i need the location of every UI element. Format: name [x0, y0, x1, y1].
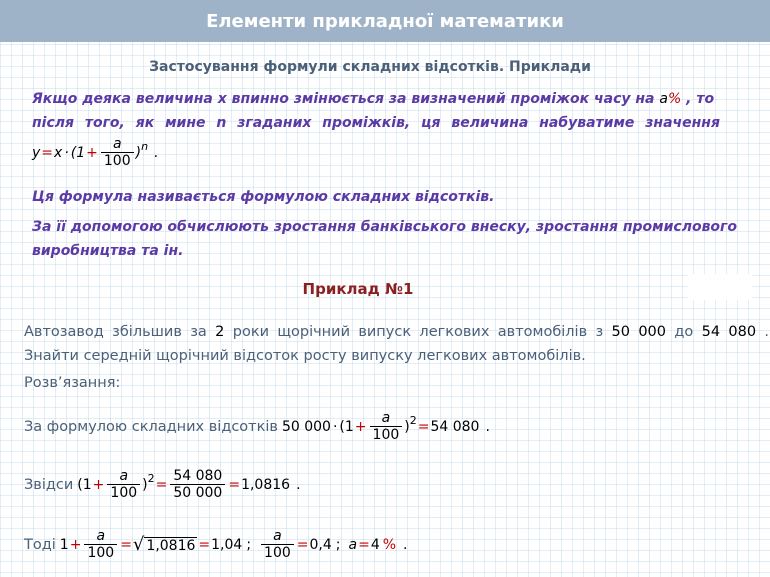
intro-line-2: після того, як мине n згаданих проміжків, ця величина набуватиме значення [32, 115, 720, 131]
task-text: Автозавод збільшив за 2 роки щорічний випуск легкових автомобілів з 50 000 до 54 080 . Знайти середній щорічний відсоток росту випуску легкових автомобілів. [24, 324, 770, 364]
fraction: $\frac{a}{100}$ [261, 528, 294, 561]
formula-name-paragraph: Ця формула називається формулою складних відсотків. [32, 189, 495, 205]
step2-formula: Звідси (1 + $\frac{a}{100}$ ) $^2$ = $\frac{54 080}{50 000}$ = 1,0816 . [24, 468, 301, 501]
fraction: $\frac{54 080}{50 000}$ [170, 468, 225, 501]
blank-box [688, 274, 752, 300]
fraction: $\frac{a}{100}$ [107, 468, 140, 501]
page-header [0, 0, 770, 42]
fraction: $\frac{a}{100}$ [84, 528, 117, 561]
fraction: $\frac{a}{100}$ [370, 410, 403, 443]
step3-formula: Тоді 1 + $\frac{a}{100}$ = √ 1,0816 = 1,04 ; $\frac{a}{100}$ = 0,4 ; a = 4 % . [24, 528, 408, 561]
step1-formula: За формулою складних відсотків 50 000 · (1 + $\frac{a}{100}$ ) $^2$ = 54 080 . [24, 410, 490, 443]
intro-line-1: Якщо деяка величина x впинно змінюється за визначений проміжок часу на a% , то [32, 91, 715, 107]
main-formula: y = x · (1 + $\frac{a}{100}$ ) $^n$ . [32, 136, 159, 169]
example-title: Приклад №1 [302, 280, 414, 298]
radical-sign-icon: √ [132, 533, 145, 555]
section-subtitle: Застосування формули складних відсотків. Приклади [149, 59, 591, 75]
intro-paragraph [32, 87, 767, 135]
fraction: $\frac{a}{100}$ [101, 136, 134, 169]
solution-label: Розв’язання: [24, 375, 121, 391]
square-root: √ 1,0816 [132, 533, 196, 555]
usage-paragraph: За її допомогою обчислюють зростання банківського внеску, зростання промислового виробництва та ін. [32, 219, 737, 259]
header-title: Елементи прикладної математики [206, 10, 564, 32]
